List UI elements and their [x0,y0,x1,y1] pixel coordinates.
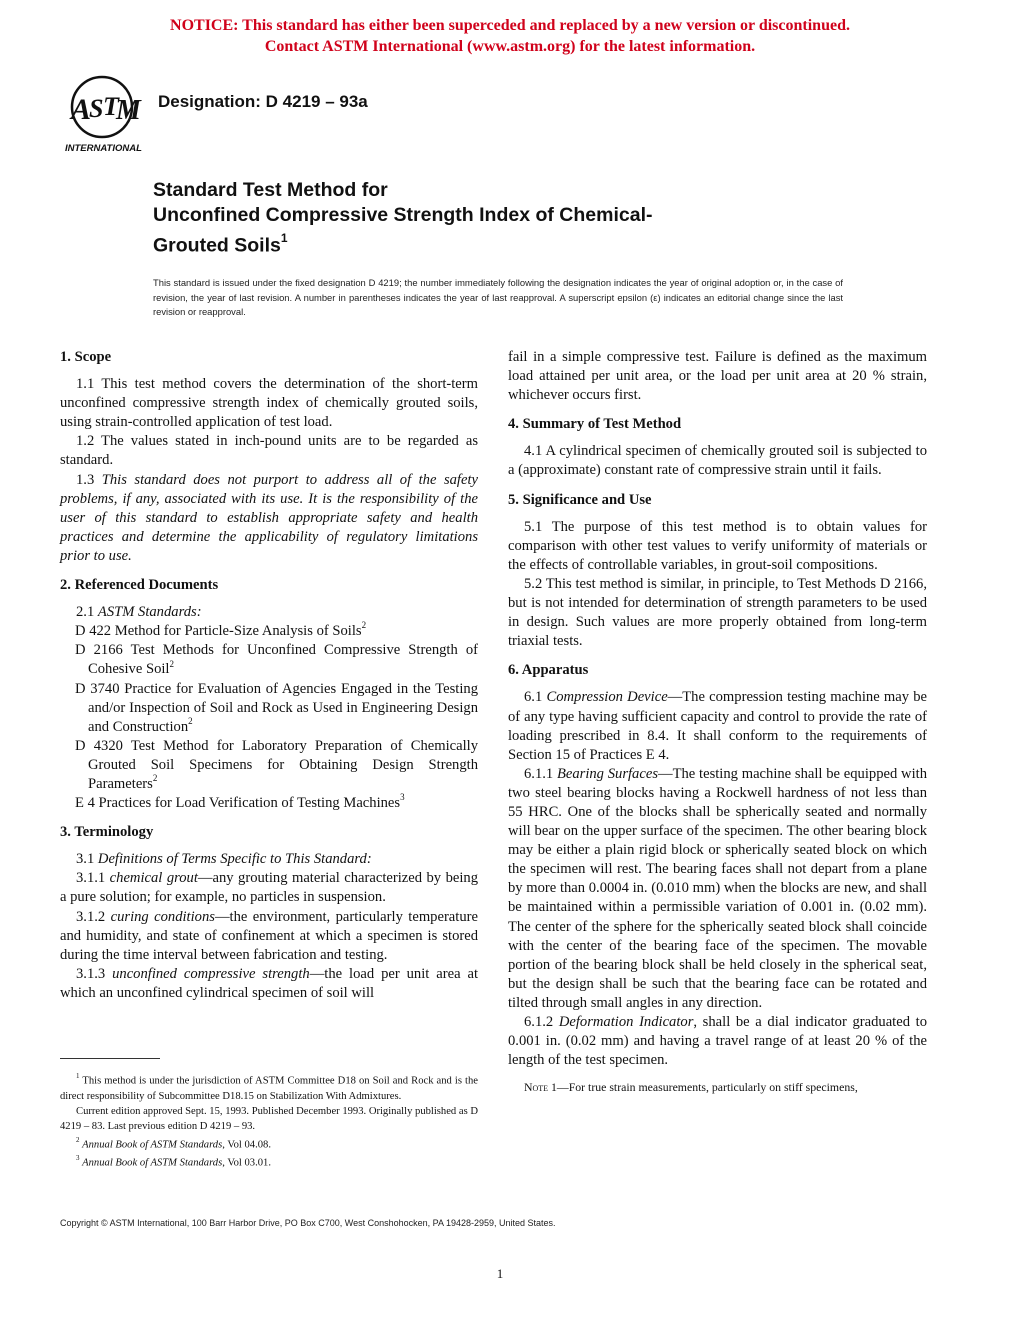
paragraph-1-1: 1.1 This test method covers the determination of the short-term unconfined compressive strength index of chemically grouted soils, using strain-controlled application of test load. [60,376,478,431]
reference-text: D 422 Method for Particle-Size Analysis of Soils [75,623,362,640]
paragraph-1-3-number: 1.3 [76,471,95,488]
reference-mark: 2 [152,773,158,784]
term-name: curing conditions [110,908,215,925]
paragraph-1-3 [60,471,478,566]
note-1 [508,1078,927,1097]
svg-text:M: M [116,95,141,126]
apparatus-number: 6.1 [524,689,543,706]
title-line-3 [153,228,653,259]
reference-mark: 3 [400,792,405,803]
reference-mark: 2 [169,658,174,669]
left-column [60,348,478,1003]
footnote-3-volume: , Vol 03.01. [222,1157,271,1169]
svg-text:A: A [71,93,92,126]
apparatus-term: Deformation Indicator [558,1014,694,1030]
apparatus-text: , shall be a dial indicator graduated to 0.001 in. (0.02 mm) and having a travel range of at least 20 % of the length of the test specimen. [508,1014,927,1069]
footnote-1-edition: Current edition approved Sept. 15, 1993. Published December 1993. Originally published as D 4219 – 83. Last previous edition D 4219 – 93. [60,1105,478,1132]
footnote-1 [60,1070,478,1104]
term-number: 3.1.1 [76,870,106,887]
term-definition: —any grouting material characterized by being a pure solution; for example, no particles in suspension. [60,870,478,906]
term-definition: —the load per unit area at which an unconfined cylindrical specimen of soil will [60,965,478,1001]
paragraph-3-1-2 [60,908,478,965]
reference-item [60,680,478,737]
notice-banner [0,15,1020,57]
apparatus-number: 6.1.2 [524,1014,554,1030]
paragraph-6-1-1 [508,765,927,1013]
term-number: 3.1.2 [76,908,106,925]
paragraph-2-1-number: 2.1 [76,604,95,621]
apparatus-term: Compression Device [546,689,668,706]
footnotes [60,1070,478,1171]
svg-text:S: S [89,94,104,123]
paragraph-2-1 [60,603,478,622]
paragraph-3-1-number: 3.1 [76,851,95,868]
astm-logo-icon [58,75,148,155]
right-column [508,348,927,1097]
document-title [153,178,653,259]
issuance-statement: This standard is issued under the fixed designation D 4219; the number immediately following the designation indicates the year of original adoption or, in the case of revision, the year of last revision. A number in parentheses indicates the year of last reapproval. A superscript epsilon (ε) indicates an editorial change since the last revision or reapproval. [153,277,843,318]
term-number: 3.1.3 [76,965,106,982]
notice-line-2: Contact ASTM International (www.astm.org) for the latest information. [264,38,756,55]
paragraph-3-1 [60,850,478,869]
footnote-2-book: Annual Book of ASTM Standards [82,1139,223,1151]
paragraph-6-1 [508,688,927,764]
footnote-2-mark: 2 [76,1135,80,1144]
paragraph-1-2: 1.2 The values stated in inch-pound units are to be regarded as standard. [60,433,478,469]
apparatus-text: —The testing machine shall be equipped with two steel bearing blocks having a Rockwell hardness of not less than 55 HRC. One of the blocks shall be spherically seated and normally will bear on the upper surface of the specimen. The other bearing block may be either a plain rigid block or spherically seated block on which the specimen will rest. The bearing faces shall not depart from a plane by more than 0.0004 in. (0.010 mm) when the blocks are new, and shall be maintained within a permissible variation of 0.001 in. (0.02 mm). The center of the sphere for the spherically seated block shall coincide with the center of the bearing face of the specimen. The movable portion of the bearing block shall be held closely in the spherical seat, but the design shall be such that the bearing face can be rotated and tilted through small angles in any direction. [508,765,927,1011]
reference-text: D 2166 Test Methods for Unconfined Compressive Strength of Cohesive Soil [75,642,478,678]
title-footnote-mark: 1 [280,231,288,245]
page-number: 1 [496,1266,504,1281]
reference-item [60,622,478,641]
apparatus-number: 6.1.1 [524,765,554,782]
section-heading-summary: 4. Summary of Test Method [508,416,682,433]
reference-mark: 2 [188,715,193,726]
footnote-2 [60,1134,478,1153]
reference-mark: 2 [361,620,367,631]
title-line-1: Standard Test Method for [153,179,388,201]
reference-item [60,737,478,794]
footnote-3 [60,1152,478,1171]
section-heading-significance: 5. Significance and Use [508,491,652,508]
footnote-divider [60,1058,160,1059]
paragraph-2-1-text: ASTM Standards: [97,604,202,621]
footnote-1-mark: 1 [76,1072,80,1080]
logo-caption: INTERNATIONAL [65,143,142,154]
reference-text: D 3740 Practice for Evaluation of Agencies Engaged in the Testing and/or Inspection of Soil and Rock as Used in Engineering Design and Construction [75,680,478,735]
section-heading-apparatus: 6. Apparatus [508,662,589,679]
title-line-2: Unconfined Compressive Strength Index of Chemical- [153,204,653,226]
term-name: unconfined compressive strength [112,965,310,982]
paragraph-4-1: 4.1 A cylindrical specimen of chemically grouted soil is subjected to a (approximate) constant rate of compressive strain until it fails. [508,443,927,479]
section-heading-terminology: 3. Terminology [60,824,154,841]
copyright-line: Copyright © ASTM International, 100 Barr Harbor Drive, PO Box C700, West Conshohocken, PA 19428-2959, United States. [60,1218,556,1228]
section-heading-referenced: 2. Referenced Documents [60,577,219,594]
paragraph-5-1: 5.1 The purpose of this test method is to obtain values for comparison with other test values to verify uniformity of materials or the effects of controllable variables, in grout-soil compositions. [508,518,927,573]
paragraph-3-1-1 [60,869,478,907]
term-name: chemical grout [109,870,198,887]
note-text: —For true strain measurements, particularly on stiff specimens, [556,1080,858,1095]
note-label: Note 1 [524,1080,557,1095]
paragraph-3-1-text: Definitions of Terms Specific to This Standard: [97,851,372,868]
paragraph-6-1-2 [508,1013,927,1070]
paragraph-5-2: 5.2 This test method is similar, in principle, to Test Methods D 2166, but is not intended for determination of strength parameters to be used in design. Such values are more properly obtained from long-term triaxial tests. [508,575,927,650]
paragraph-3-1-3 [60,965,478,1003]
reference-item [60,641,478,679]
apparatus-term: Bearing Surfaces [556,765,658,782]
footnote-3-book: Annual Book of ASTM Standards [82,1157,223,1169]
section-heading-scope: 1. Scope [60,349,112,365]
footnote-3-mark: 3 [76,1154,80,1163]
footnote-2-volume: , Vol 04.08. [222,1139,271,1151]
paragraph-3-1-3-continued: fail in a simple compressive test. Failure is defined as the maximum load attained per unit area, or the load per unit area at 20 % strain, whichever occurs first. [508,349,927,404]
notice-line-1: NOTICE: This standard has either been superceded and replaced by a new version or discontinued. [170,17,850,34]
footnote-1-text: This method is under the jurisdiction of ASTM Committee D18 on Soil and Rock and is the direct responsibility of Subcommittee D18.15 on Stabilization With Admixtures. [60,1075,478,1102]
apparatus-text: —The compression testing machine may be of any type having sufficient capacity and control to provide the rate of loading prescribed in 8.4. It shall conform to the requirements of Section 15 of Practices E 4. [508,689,927,763]
reference-item [60,794,478,813]
term-definition: —the environment, particularly temperature and humidity, and state of confinement at which a specimen is stored during the time interval between fabrication and testing. [60,908,478,963]
svg-text:T: T [103,92,119,121]
paragraph-1-3-text: This standard does not purport to address all of the safety problems, if any, associated with its use. It is the responsibility of the user of this standard to establish appropriate safety and health practices and determine the applicability of regulatory limitations prior to use. [60,471,478,564]
designation: Designation: D 4219 – 93a [158,92,368,111]
title-line-3-text: Grouted Soils [153,234,281,257]
reference-text: D 4320 Test Method for Laboratory Preparation of Chemically Grouted Soil Specimens for Obtaining Design Strength Parameters [75,737,478,792]
reference-text: E 4 Practices for Load Verification of Testing Machines [75,795,401,812]
